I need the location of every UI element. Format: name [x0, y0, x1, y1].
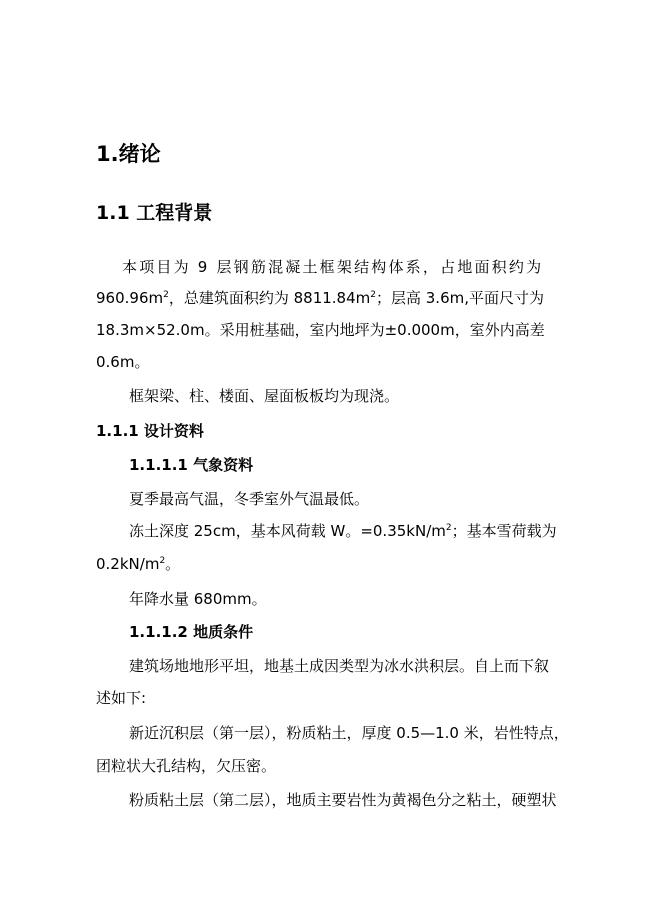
sub-subsection-heading-climate: 1.1.1.1 气象资料 — [129, 456, 254, 474]
paragraph-layer2-line-1: 粉质粘土层（第二层），地质主要岩性为黄褐色分之粘土，硬塑状 — [129, 791, 557, 809]
subsection-heading: 1.1.1 设计资料 — [96, 422, 204, 440]
paragraph-loads-line-1: 冻土深度 25cm，基本风荷载 W。$=0.35kN/m^2$；基本雪荷载为 — [129, 522, 557, 540]
paragraph-site-line-2: 述如下: — [96, 689, 147, 707]
paragraph-temperature: 夏季最高气温，冬季室外气温最低。 — [129, 490, 370, 508]
paragraph-site-line-1: 建筑场地地形平坦，地基土成因类型为冰水洪积层。自上而下叙 — [129, 657, 550, 675]
sub-subsection-heading-geology: 1.1.1.2 地质条件 — [129, 623, 254, 641]
paragraph-precipitation: 年降水量 680mm。 — [129, 590, 267, 608]
paragraph-loads-line-2: $0.2kN/m^2$。 — [96, 555, 181, 573]
paragraph-layer1-line-1: 新近沉积层（第一层），粉质粘土，厚度 0.5—1.0 米，岩性特点， — [129, 724, 569, 742]
paragraph-project-line-1: 本项目为 9 层钢筋混凝土框架结构体系，占地面积约为 — [122, 258, 544, 276]
paragraph-project-line-3: 18.3m×52.0m。采用桩基础，室内地坪为±0.000m，室外内高差 — [96, 321, 545, 339]
paragraph-project-line-4: 0.6m。 — [96, 353, 150, 371]
chapter-heading: 1.绪论 — [96, 142, 161, 166]
paragraph-cast-in-place: 框架梁、柱、楼面、屋面板板均为现浇。 — [129, 387, 400, 405]
section-heading: 1.1 工程背景 — [96, 202, 213, 224]
paragraph-project-line-2: $960.96m^2$，总建筑面积约为 $8811.84m^2$；层高 3.6m,平面尺寸为 — [96, 289, 545, 307]
paragraph-layer1-line-2: 团粒状大孔结构，欠压密。 — [96, 757, 277, 775]
